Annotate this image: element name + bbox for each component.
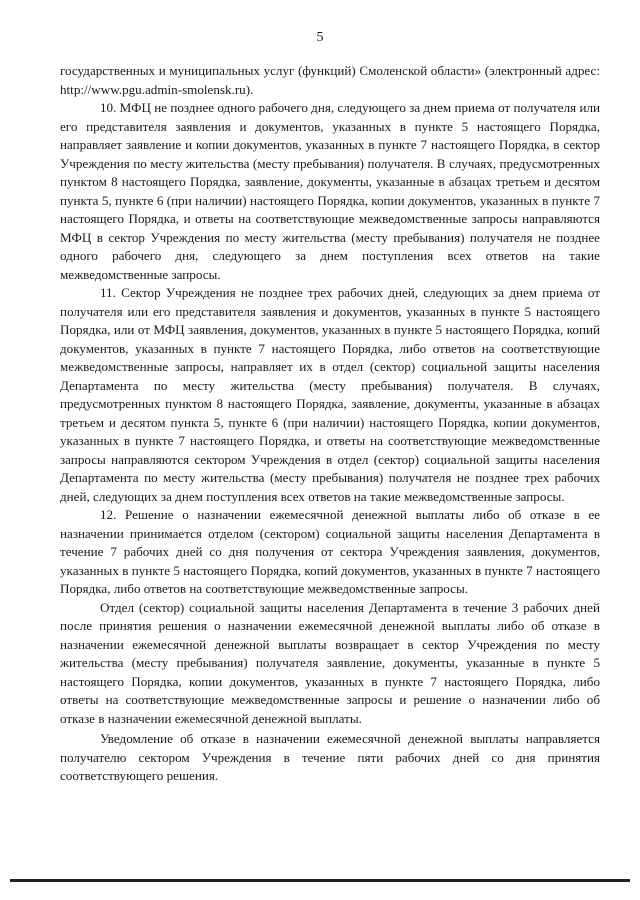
paragraph-item-12: 12. Решение о назначении ежемесячной денежной выплаты либо об отказе в ее назначении принимается отделом (сектором) социальной защиты населения Департамента в течение 7 рабочих дней со дня получения от сектора Учреждения заявления, документов, указанных в пункте 5 настоящего Порядка, копий документов, указанных в пункте 7 настоящего Порядка, либо ответов на соответствующие межведомственные запросы. — [60, 507, 600, 596]
paragraph-continuation: государственных и муниципальных услуг (функций) Смоленской области» (электронный адрес: http://www.pgu.admin-smolensk.ru). — [60, 63, 600, 97]
paragraph-item-10: 10. МФЦ не позднее одного рабочего дня, следующего за днем приема от получателя или его представителя заявления и документов, указанных в пункте 5 настоящего Порядка, направляет заявление и копии документов, указанных в пункте 7 настоящего Порядка, в сектор Учреждения по месту жительства (месту пребывания) получателя. В случаях, предусмотренных пунктом 8 настоящего Порядка, заявление, документы, указанные в абзацах третьем и десятом пункта 5, пункте 6 (при наличии) настоящего Порядка, копии документов, указанных в пункте 7 настоящего Порядка, и ответы на соответствующие межведомственные запросы направляются МФЦ в сектор Учреждения по месту жительства (месту пребывания) получателя не позднее одного рабочего дня, следующего за днем поступления всех ответов на такие межведомственные запросы. — [60, 100, 600, 282]
bottom-rule — [10, 879, 630, 882]
paragraph-department-return: Отдел (сектор) социальной защиты населения Департамента в течение 3 рабочих дней после принятия решения о назначении ежемесячной денежной выплаты либо об отказе в назначении ежемесячной денежной выплаты возвращает в сектор Учреждения по месту жительства (месту пребывания) получателя заявление, документы, указанные в пункте 5 настоящего Порядка, копии документов, указанных в пункте 7 настоящего Порядка, либо ответы на соответствующие межведомственные запросы и решение о назначении либо об отказе в назначении ежемесячной денежной выплаты. — [60, 599, 600, 726]
paragraph-refusal-notice: Уведомление об отказе в назначении ежемесячной денежной выплаты направляется получателю сектором Учреждения в течение пяти рабочих дней со дня принятия соответствующего решения. — [60, 731, 600, 783]
page-number: 5 — [316, 30, 324, 45]
paragraph-item-11: 11. Сектор Учреждения не позднее трех рабочих дней, следующих за днем приема от получателя или его представителя заявления и документов, указанных в пункте 5 настоящего Порядка, или от МФЦ заявления, документов, указанных в пункте 5 настоящего Порядка, копий документов, указанных в пункте 7 настоящего Порядка, либо ответов на соответствующие межведомственные запросы, направляет их в отдел (сектор) социальной защиты населения Департамента по месту жительства (месту пребывания) получателя. В случаях, предусмотренных пунктом 8 настоящего Порядка, заявление, документы, указанные в абзацах третьем и десятом пункта 5, пункте 6 (при наличии) настоящего Порядка, копии документов, указанных в пункте 7 настоящего Порядка, и ответы на соответствующие межведомственные запросы направляются сектором Учреждения в отдел (сектор) социальной защиты населения Департамента по месту жительства (месту пребывания) получателя не позднее трех рабочих дней, следующих за днем поступления всех ответов на такие межведомственные запросы. — [60, 285, 600, 504]
document-body — [60, 62, 600, 786]
